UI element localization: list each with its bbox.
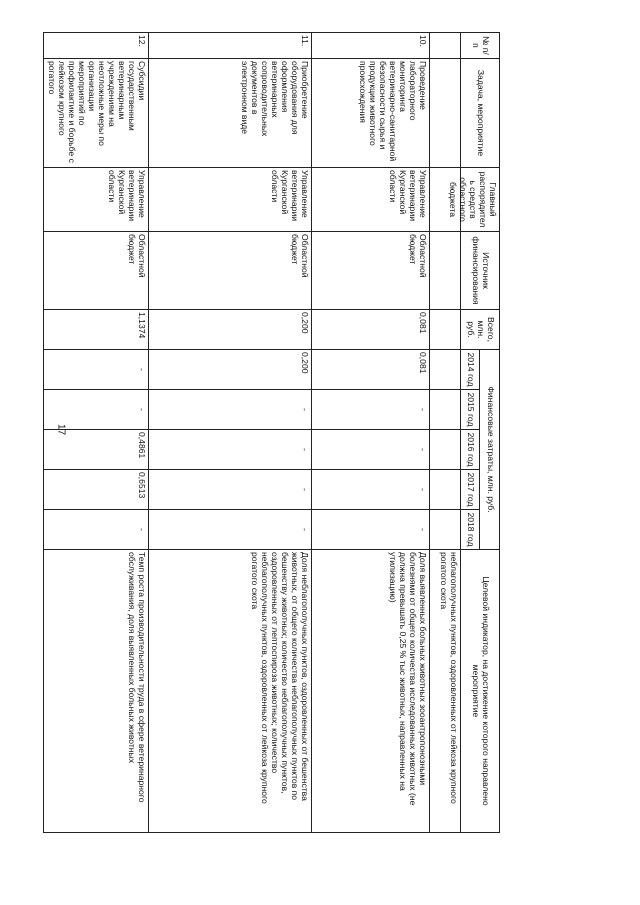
cell-2018: - (312, 510, 430, 550)
header-indicator: Целевой индикатор, на достижение которого направлено мероприятие (461, 550, 500, 833)
header-2015: 2015 год (461, 390, 481, 430)
header-2017: 2017 год (461, 470, 481, 510)
cell-num: 12. (44, 33, 149, 59)
table-row-continuation (430, 33, 461, 833)
cell-2018: - (44, 510, 149, 550)
cell-2014: 0,200 (149, 350, 312, 390)
cell-distributor: Управление ветеринарии Курганской области (44, 168, 149, 232)
cell-total: 0,200 (149, 310, 312, 350)
header-distributor: Главный распорядитель средств областного бюджета (461, 168, 500, 232)
cell-2015: - (312, 390, 430, 430)
table-row (149, 33, 312, 833)
page-number: 17 (55, 423, 67, 436)
cell-2017: - (149, 470, 312, 510)
cell-num: 11. (149, 33, 312, 59)
cell-source: Областной бюджет (312, 232, 430, 310)
cell-task: Субсидии государственным ветеринарным учреждениям на неотложные меры по организации мероприятий по профилактике и борьбе с лейкозом крупного рогатого (44, 59, 149, 168)
cell-2016: - (149, 430, 312, 470)
cell-distributor: Управление ветеринарии Курганской области (149, 168, 312, 232)
cell-indicator: Доля выявленных больных животных зооантропонозными болезнями от общего количества исследованных животных (не должна превышать 0,25 % тыс животных, направленных на утилизацию) (312, 550, 430, 833)
cell-2015: - (149, 390, 312, 430)
cell-2016: - (312, 430, 430, 470)
header-source: Источник финансирования (461, 232, 500, 310)
header-2016: 2016 год (461, 430, 481, 470)
header-task: Задача, мероприятие (461, 59, 500, 168)
table-row (312, 33, 430, 833)
cell-total: 0,081 (312, 310, 430, 350)
header-num: № п/п (461, 33, 500, 59)
table-row (44, 33, 149, 833)
cell-2018: - (149, 510, 312, 550)
header-costs-group: Финансовые затраты, млн. руб. (480, 350, 500, 550)
cell-total: 1,1374 (44, 310, 149, 350)
cell-indicator: неблагополучных пунктов, оздоровленных от лейкоза крупного рогатого скота (430, 550, 461, 833)
header-2014: 2014 год (461, 350, 481, 390)
cell-distributor: Управление ветеринарии Курганской области (312, 168, 430, 232)
cell-task: Проведение лабораторного мониторинга ветеринарно-санитарной безопасности сырья и продукции животного происхождения (312, 59, 430, 168)
cell-2014: 0,081 (312, 350, 430, 390)
cell-source: Областной бюджет (149, 232, 312, 310)
program-table (43, 32, 500, 833)
cell-task: Приобретение оборудования для оформления ветеринарных сопроводительных документов в электронном виде (149, 59, 312, 168)
cell-2016: 0,4861 (44, 430, 149, 470)
cell-2017: 0,6513 (44, 470, 149, 510)
cell-2014: - (44, 350, 149, 390)
rotated-page (47, 32, 500, 832)
cell-indicator: Темп роста производительности труда в сфере ветеринарного обслуживания, доля выявленных больных животных (44, 550, 149, 833)
cell-indicator: Доля неблагополучных пунктов, оздоровленных от бешенства животных, от общего количества неблагополучных пунктов по бешенству животных; количество неблагополучных пунктов, оздоровленных от лептоспироза животных; количество неблагополучных пунктов, оздоровленных от лейкоза крупного рогатого скота (149, 550, 312, 833)
header-2018: 2018 год (461, 510, 481, 550)
cell-2017: - (312, 470, 430, 510)
cell-source: Областной бюджет (44, 232, 149, 310)
header-row-1 (480, 33, 500, 833)
cell-2015: - (44, 390, 149, 430)
cell-num: 10. (312, 33, 430, 59)
header-total: Всего, млн. руб. (461, 310, 500, 350)
